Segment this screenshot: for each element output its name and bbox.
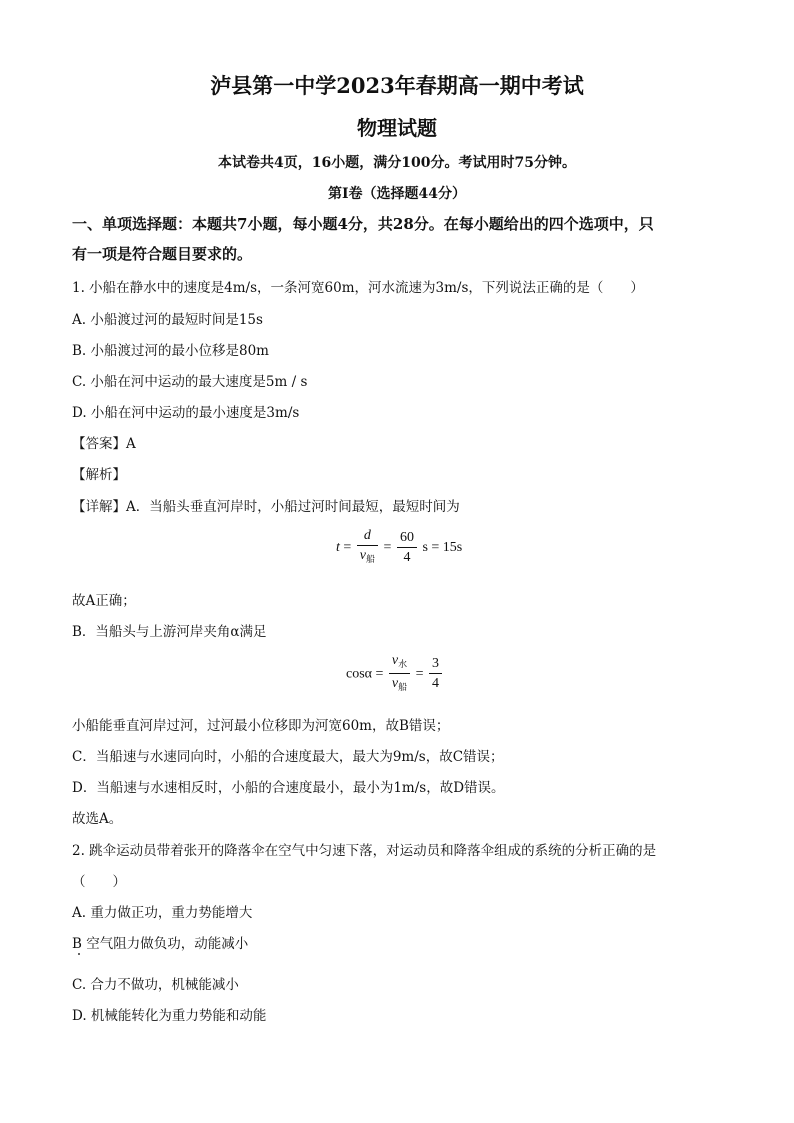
answer-label: 【答案】A [72,436,136,452]
detail-line-b: B．当船头与上游河岸夹角α满足 [72,624,267,640]
detail-line-c: C．当船速与水速同向时，小船的合速度最大，最大为9m/s，故C错误； [72,749,504,765]
section-heading-line1: 一、单项选择题：本题共7小题，每小题4分，共28分。在每小题给出的四个选项中，只 [72,215,654,233]
question-2-stem-cont: （ ） [72,874,126,890]
q2-option-c: C. 合力不做功，机械能减小 [72,977,239,993]
section-heading-line2: 有一项是符合题目要求的。 [72,245,253,263]
conclusion-a: 故A正确； [72,593,136,609]
equation-cos-angle: cosα = $\frac{v_水}{v_船}$ = $\frac{3}{4}$ [346,652,444,697]
part-heading: 第I卷（选择题44分） [327,186,467,202]
q2-option-a: A. 重力做正功，重力势能增大 [72,905,253,921]
q1-option-c: C. 小船在河中运动的最大速度是5m / s [72,374,308,390]
exam-info: 本试卷共4页，16小题，满分100分。考试用时75分钟。 [218,155,576,171]
question-2-stem: 2. 跳伞运动员带着张开的降落伞在空气中匀速下落，对运动员和降落伞组成的系统的分析正确的是 [72,843,657,859]
stray-dot [78,953,80,955]
exam-title: 泸县第一中学2023年春期高一期中考试 [210,73,584,98]
q2-option-d: D. 机械能转化为重力势能和动能 [72,1008,267,1024]
analysis-label: 【解析】 [72,467,126,483]
subject-title: 物理试题 [357,116,437,140]
q2-option-b: B 空气阻力做负功，动能减小 [72,936,249,952]
q1-option-a: A. 小船渡过河的最短时间是15s [72,312,263,328]
detail-line-a: 【详解】A．当船头垂直河岸时，小船过河时间最短，最短时间为 [72,499,460,515]
question-1-stem: 1. 小船在静水中的速度是4m/s，一条河宽60m，河水流速为3m/s，下列说法正确的是（ ） [72,280,644,296]
detail-line-d: D．当船速与水速相反时，小船的合速度最小，最小为1m/s，故D错误。 [72,780,505,796]
final-answer: 故选A。 [72,811,123,827]
detail-line-b2: 小船能垂直河岸过河，过河最小位移即为河宽60m，故B错误； [72,718,450,734]
equation-min-time: t = $\frac{d}{v_船}$ = $\frac{60}{4}$ s = 15s [336,528,463,565]
q1-option-d: D. 小船在河中运动的最小速度是3m/s [72,405,300,421]
q1-option-b: B. 小船渡过河的最小位移是80m [72,343,269,359]
